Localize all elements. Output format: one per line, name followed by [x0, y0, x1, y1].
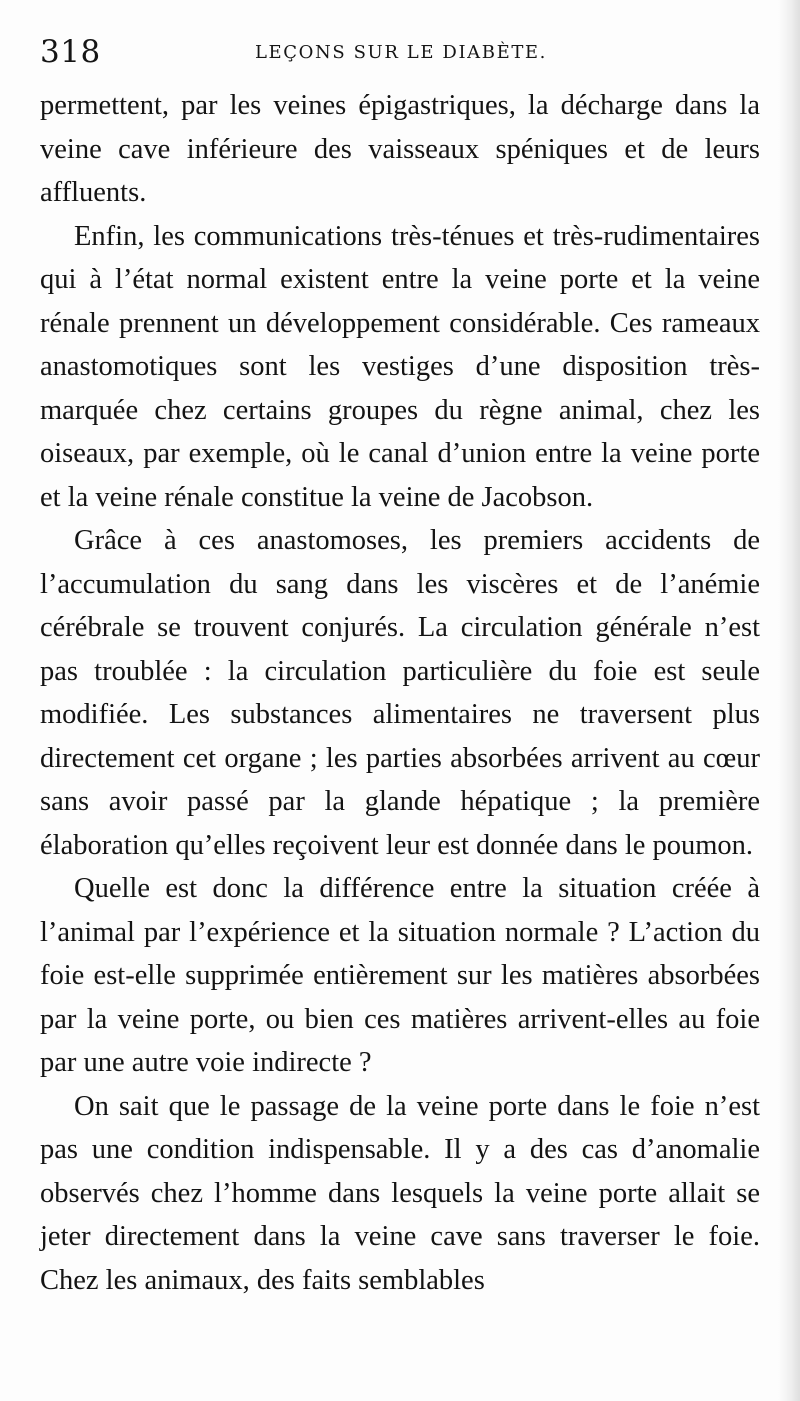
paragraph-continuation: permettent, par les veines épigastriques, la décharge dans la veine cave inférieure des vaisseaux spéniques et de leurs affluents. [40, 90, 760, 208]
paragraph-anomalie: On sait que le passage de la veine porte dans le foie n’est pas une condition indispensable. Il y a des cas d’anomalie observés chez l’homme dans lesquels la veine porte allait se jeter directement dans la veine cave sans traverser le foie. Chez les animaux, des faits semblables [40, 1090, 760, 1296]
page-number: 318 [40, 34, 101, 70]
paragraph-question: Quelle est donc la différence entre la situation créée à l’animal par l’expérience et la situation normale ? L’action du foie est-elle supprimée entièrement sur les matières absorbées par la veine porte, ou bien ces matières arrivent-elles au foie par une autre voie indirecte ? [40, 873, 760, 1078]
page-edge-shadow [778, 0, 800, 1401]
paragraph-anastomoses: Grâce à ces anastomoses, les premiers accidents de l’accumulation du sang dans les viscères et de l’anémie cérébrale se trouvent conjurés. La circulation générale n’est pas troublée : la circulation particulière du foie est seule modifiée. Les substances alimentaires ne traversent plus directement cet organe ; les parties absorbées arrivent au cœur sans avoir passé par la glande hépatique ; la première élaboration qu’elles reçoivent leur est donnée dans le poumon. [40, 525, 760, 861]
paragraph-communications: Enfin, les communications très-ténues et très-rudimentaires qui à l’état normal existent entre la veine porte et la veine rénale prennent un développement considérable. Ces rameaux anastomotiques sont les vestiges d’une disposition très-marquée chez certains groupes du règne animal, chez les oiseaux, par exemple, où le canal d’union entre la veine porte et la veine rénale constitue la veine de Jacobson. [40, 220, 760, 513]
running-title: LEÇONS SUR LE DIABÈTE. [255, 42, 547, 63]
page-header [40, 28, 780, 78]
body-text [40, 84, 760, 1302]
